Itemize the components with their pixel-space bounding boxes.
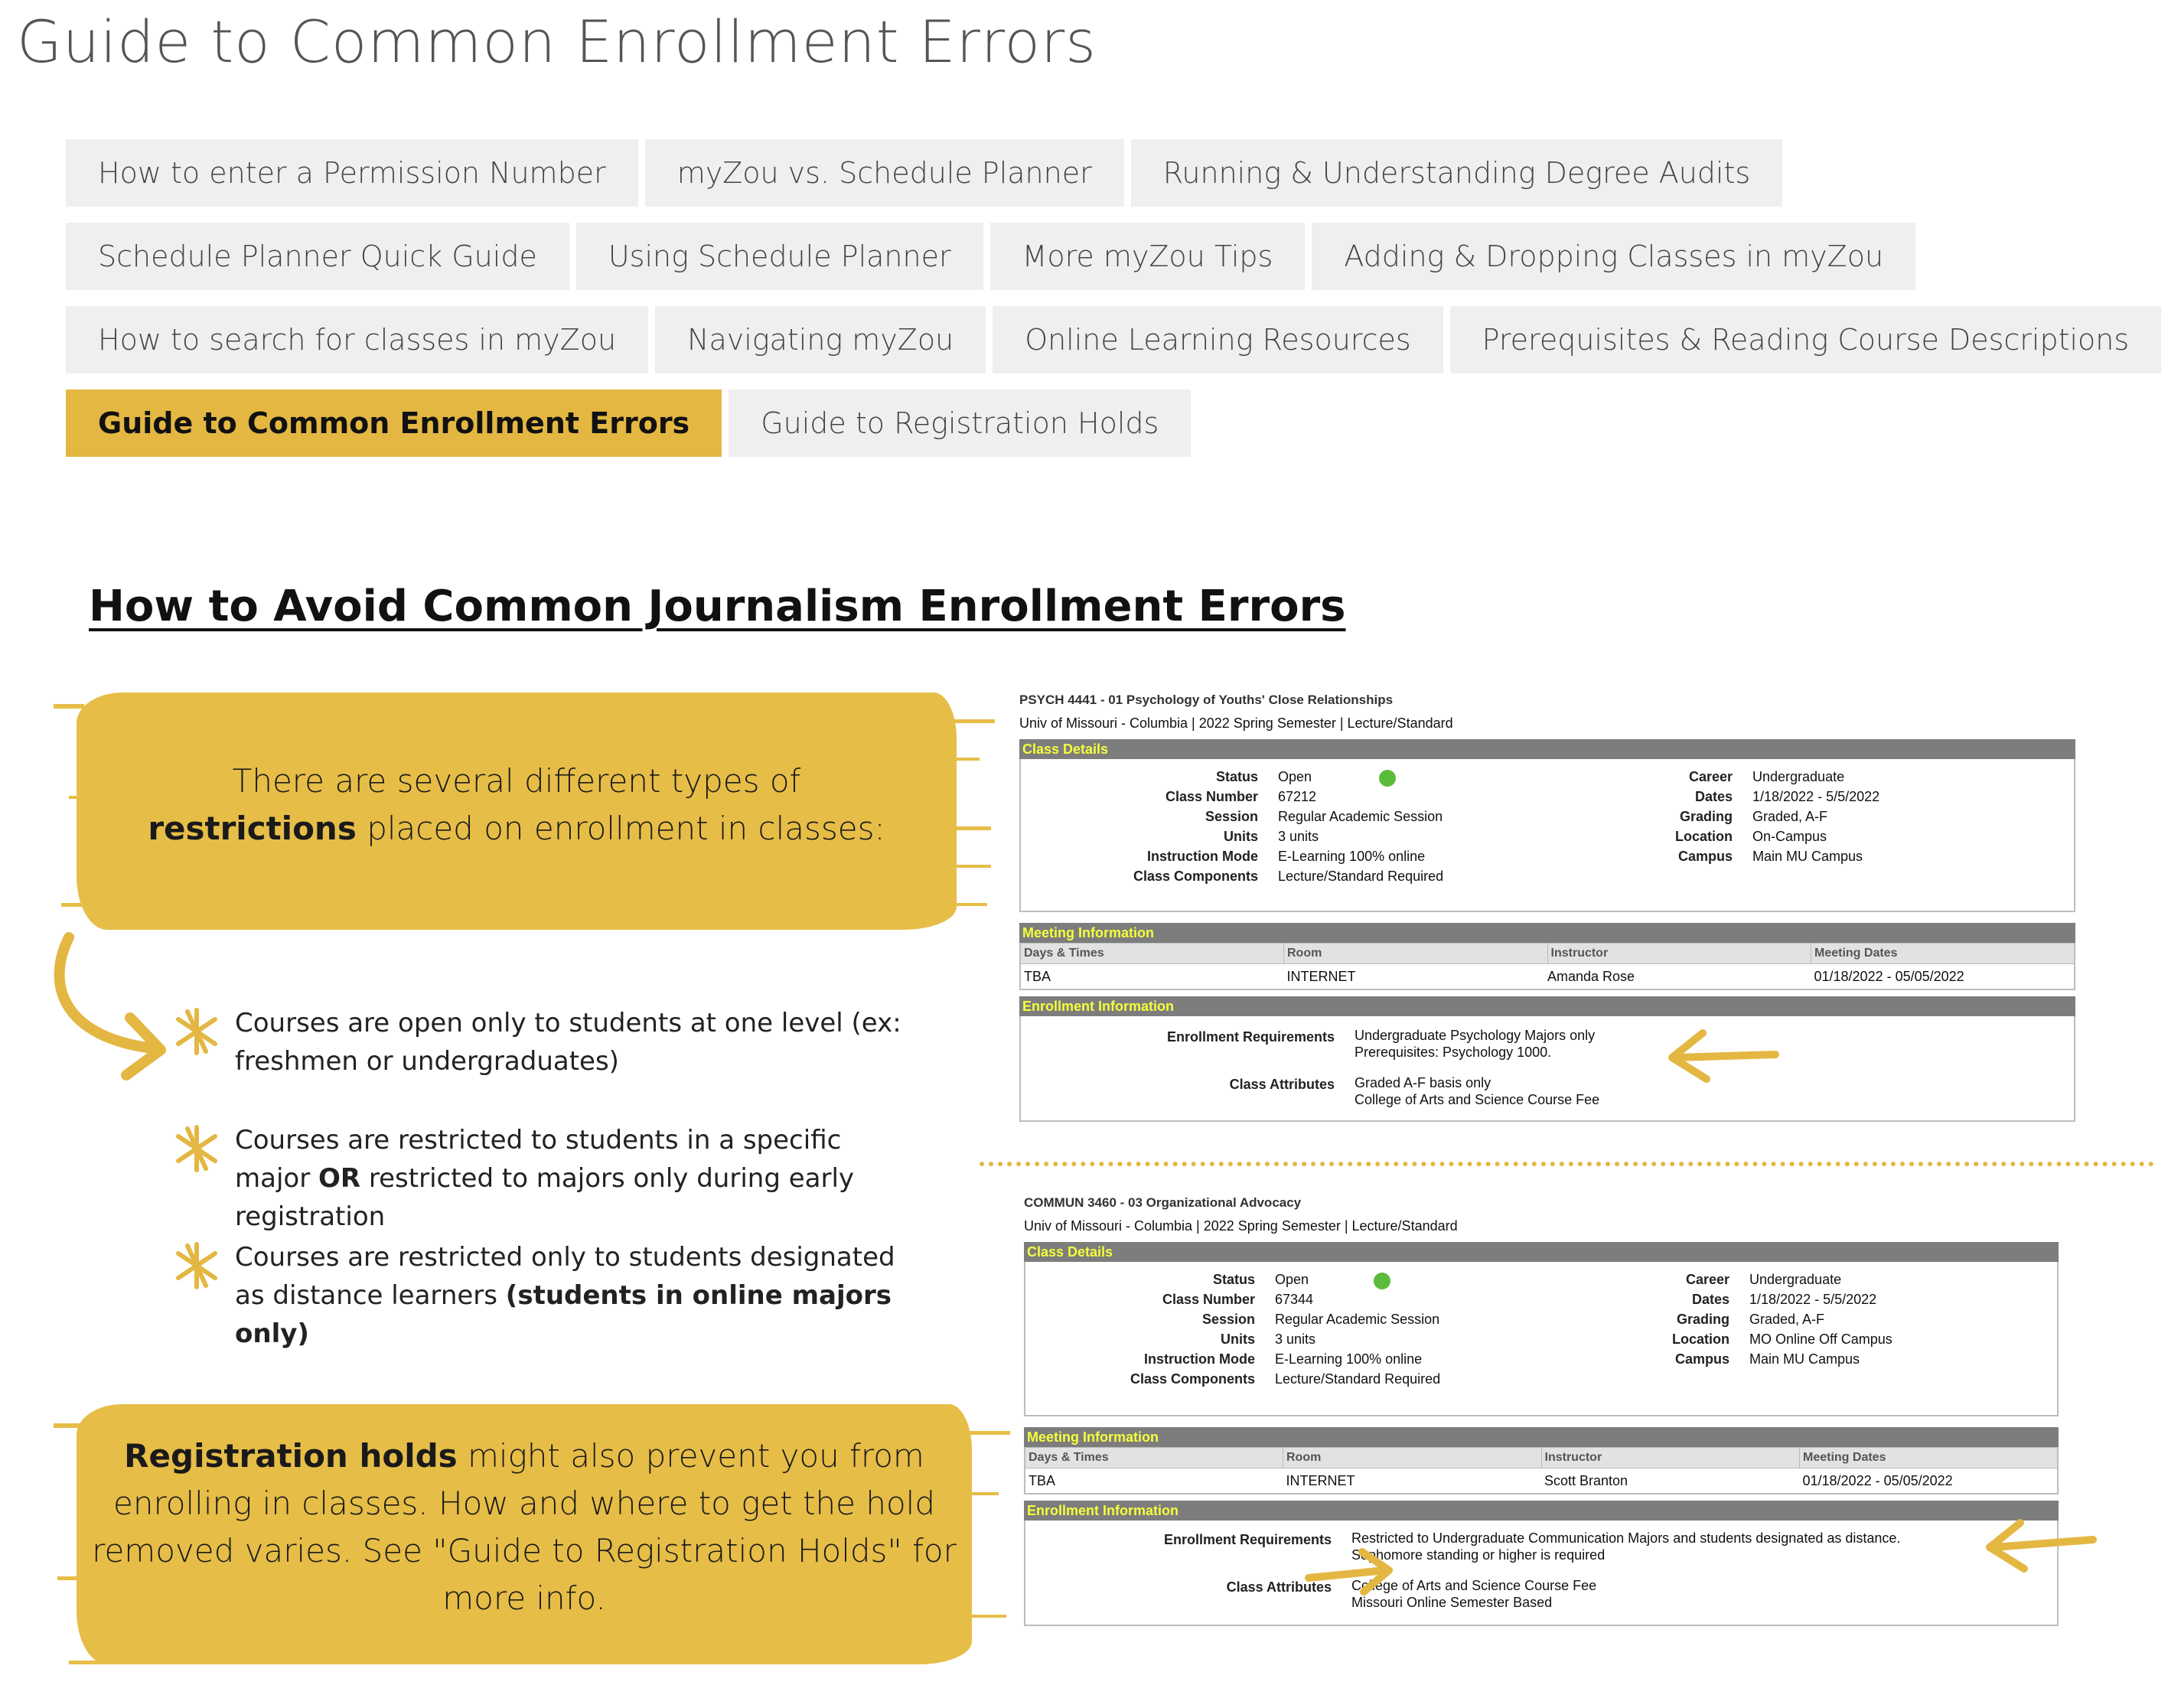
table-cell: TBA [1029, 1472, 1056, 1488]
tab-schedule-planner-quick-guide[interactable]: Schedule Planner Quick Guide [66, 223, 569, 290]
kv-label: Status [1212, 1272, 1255, 1287]
kv-label: Career [1688, 769, 1733, 784]
bullet-bold: OR [318, 1163, 361, 1194]
asterisk-icon [172, 1124, 221, 1173]
guide-tab-nav [66, 139, 2130, 473]
class-details-box [1019, 759, 2075, 912]
meeting-info-bar: Meeting Information [1019, 923, 2075, 943]
left-arrow-icon [1661, 1025, 1783, 1087]
column-header: Days & Times [1020, 944, 1284, 964]
table-header-row [1020, 944, 2075, 964]
column-header: Meeting Dates [1800, 1448, 2059, 1468]
right-arrow-icon [1301, 1546, 1400, 1599]
holds-text [92, 1433, 957, 1622]
kv-label: Units [1224, 829, 1258, 844]
course-title: PSYCH 4441 - 01 Psychology of Youths' Close Relationships [1019, 693, 1394, 707]
kv-label: Grading [1679, 809, 1733, 824]
dates-value: 1/18/2022 - 5/5/2022 [1749, 1292, 1877, 1307]
bullet-text-part: restricted to majors only during early registration [235, 1163, 855, 1232]
kv-label: Location [1675, 829, 1733, 844]
attribute-text: College of Arts and Science Course Fee [1355, 1092, 1600, 1107]
enrollment-info-bar: Enrollment Information [1019, 996, 2075, 1016]
tab-degree-audits[interactable]: Running & Understanding Degree Audits [1131, 139, 1782, 207]
kv-label: Dates [1694, 789, 1733, 804]
kv-label: Class Number [1165, 789, 1258, 804]
meeting-table [1024, 1447, 2059, 1494]
kv-label: Enrollment Requirements [1163, 1532, 1332, 1547]
intro-text [99, 758, 934, 852]
kv-label: Enrollment Requirements [1166, 1029, 1335, 1045]
class-details-bar: Class Details [1019, 739, 2075, 759]
curved-arrow-icon [46, 930, 176, 1083]
career-value: Undergraduate [1752, 769, 1845, 784]
asterisk-icon [172, 1007, 221, 1056]
tab-online-learning-resources[interactable]: Online Learning Resources [993, 306, 1443, 373]
dotted-divider [980, 1162, 2154, 1166]
kv-label: Career [1685, 1272, 1729, 1287]
open-status-icon [1374, 1273, 1390, 1289]
kv-label: Class Attributes [1229, 1077, 1335, 1092]
course-screenshot [1024, 1195, 2059, 1626]
bullet-text: Courses are open only to students at one level (ex: freshmen or undergraduates) [235, 1008, 901, 1077]
course-title: COMMUN 3460 - 03 Organizational Advocacy [1024, 1195, 1302, 1210]
tab-search-classes[interactable]: How to search for classes in myZou [66, 306, 648, 373]
course-screenshot [1019, 693, 2075, 1122]
tab-row [66, 306, 2130, 373]
intro-line-2: placed on enrollment in classes: [367, 810, 885, 847]
campus-value: Main MU Campus [1749, 1351, 1860, 1367]
bullet-text [235, 1121, 907, 1236]
grading-value: Graded, A-F [1749, 1312, 1825, 1327]
kv-label: Location [1672, 1332, 1729, 1347]
open-status-icon [1379, 770, 1396, 787]
campus-value: Main MU Campus [1752, 849, 1863, 864]
table-cell: 01/18/2022 - 05/05/2022 [1814, 968, 1964, 984]
kv-label: Campus [1677, 849, 1733, 864]
dates-value: 1/18/2022 - 5/5/2022 [1752, 789, 1880, 804]
career-value: Undergraduate [1749, 1272, 1842, 1287]
course-subtitle: Univ of Missouri - Columbia | 2022 Spring Semester | Lecture/Standard [1024, 1218, 1458, 1234]
status-value: Open [1278, 769, 1312, 784]
bullet-item [172, 1121, 907, 1236]
instruction-mode-value: E-Learning 100% online [1278, 849, 1426, 864]
bullet-item [172, 1238, 907, 1353]
requirement-text: Restricted to Undergraduate Communication Majors and students designated as distance. [1351, 1530, 1901, 1546]
enrollment-info-bar: Enrollment Information [1024, 1501, 2059, 1521]
class-number-value: 67344 [1275, 1292, 1314, 1307]
table-cell: INTERNET [1286, 1472, 1355, 1488]
attribute-text: Missouri Online Semester Based [1351, 1595, 1553, 1610]
meeting-table [1019, 943, 2075, 990]
course-subtitle: Univ of Missouri - Columbia | 2022 Spring Semester | Lecture/Standard [1019, 715, 1453, 731]
units-value: 3 units [1278, 829, 1319, 844]
class-components-value: Lecture/Standard Required [1275, 1371, 1441, 1387]
enrollment-info-box [1019, 1016, 2075, 1122]
table-cell: TBA [1024, 968, 1051, 984]
units-value: 3 units [1275, 1332, 1316, 1347]
holds-text-part: more info. [442, 1579, 606, 1617]
tab-registration-holds[interactable]: Guide to Registration Holds [729, 390, 1191, 457]
kv-label: Instruction Mode [1147, 849, 1258, 864]
kv-label: Class Attributes [1226, 1579, 1332, 1595]
kv-label: Campus [1674, 1351, 1729, 1367]
column-header: Meeting Dates [1811, 944, 2075, 964]
table-row [1020, 964, 2075, 990]
tab-more-myzou-tips[interactable]: More myZou Tips [990, 223, 1306, 290]
kv-label: Session [1201, 1312, 1255, 1327]
instruction-mode-value: E-Learning 100% online [1275, 1351, 1423, 1367]
table-cell: Amanda Rose [1547, 968, 1635, 984]
intro-line-1: There are several different types of [232, 762, 801, 800]
holds-bold: Registration holds [124, 1437, 458, 1475]
class-details-bar: Class Details [1024, 1242, 2059, 1262]
kv-label: Units [1221, 1332, 1255, 1347]
tab-navigating-myzou[interactable]: Navigating myZou [655, 306, 986, 373]
requirement-text: Undergraduate Psychology Majors only [1355, 1028, 1596, 1043]
requirement-text: Sophomore standing or higher is required [1351, 1547, 1606, 1563]
class-details-box [1024, 1262, 2059, 1416]
asterisk-icon [172, 1241, 221, 1290]
bullet-text-part: Courses are restricted to students in a specific major [235, 1125, 842, 1194]
bullet-text [235, 1238, 907, 1353]
holds-text-part: might also prevent you from [468, 1437, 924, 1475]
tab-row [66, 223, 2055, 290]
kv-label: Class Number [1162, 1292, 1255, 1307]
kv-label: Grading [1676, 1312, 1729, 1327]
attribute-text: College of Arts and Science Course Fee [1351, 1578, 1597, 1593]
table-cell: Scott Branton [1544, 1472, 1628, 1488]
tab-using-schedule-planner[interactable]: Using Schedule Planner [576, 223, 983, 290]
column-header: Days & Times [1025, 1448, 1283, 1468]
meeting-info-bar: Meeting Information [1024, 1427, 2059, 1447]
grading-value: Graded, A-F [1752, 809, 1828, 824]
kv-label: Instruction Mode [1144, 1351, 1255, 1367]
status-value: Open [1275, 1272, 1309, 1287]
class-number-value: 67212 [1278, 789, 1317, 804]
kv-label: Dates [1691, 1292, 1729, 1307]
bullet-bold: (students in online majors only) [235, 1280, 892, 1349]
kv-label: Class Components [1133, 869, 1258, 884]
table-row [1025, 1468, 2058, 1494]
session-value: Regular Academic Session [1278, 809, 1443, 824]
table-cell: 01/18/2022 - 05/05/2022 [1802, 1472, 1953, 1488]
holds-text-part: enrolling in classes. How and where to get the hold [113, 1485, 935, 1522]
holds-text-part: removed varies. See "Guide to Registration Holds" for [92, 1532, 957, 1569]
tab-row [66, 390, 2055, 457]
column-header: Room [1284, 944, 1548, 964]
kv-label: Class Components [1130, 1371, 1255, 1387]
bullet-text-part: Courses are restricted only to students designated as distance learners [235, 1242, 895, 1311]
location-value: MO Online Off Campus [1749, 1332, 1892, 1347]
session-value: Regular Academic Session [1275, 1312, 1440, 1327]
tab-prerequisites[interactable]: Prerequisites & Reading Course Descriptions [1450, 306, 2162, 373]
page-title: Guide to Common Enrollment Errors [17, 8, 1097, 76]
table-header-row [1025, 1448, 2058, 1468]
tab-row [66, 139, 2055, 207]
column-header: Room [1283, 1448, 1542, 1468]
table-cell: INTERNET [1286, 968, 1356, 984]
bullet-item [172, 1004, 907, 1081]
tab-permission-number[interactable]: How to enter a Permission Number [66, 139, 638, 207]
location-value: On-Campus [1752, 829, 1827, 844]
column-header: Instructor [1541, 1448, 1800, 1468]
requirement-text: Prerequisites: Psychology 1000. [1355, 1045, 1552, 1060]
kv-label: Status [1215, 769, 1258, 784]
section-heading: How to Avoid Common Journalism Enrollment Errors [89, 582, 1346, 631]
tab-myzou-vs-schedule-planner[interactable]: myZou vs. Schedule Planner [645, 139, 1124, 207]
enrollment-info-box [1024, 1521, 2059, 1626]
class-components-value: Lecture/Standard Required [1278, 869, 1444, 884]
tab-adding-dropping-classes[interactable]: Adding & Dropping Classes in myZou [1312, 223, 1915, 290]
attribute-text: Graded A-F basis only [1355, 1075, 1491, 1090]
kv-label: Session [1205, 809, 1258, 824]
tab-common-enrollment-errors[interactable]: Guide to Common Enrollment Errors [66, 390, 722, 457]
intro-bold: restrictions [148, 810, 357, 847]
column-header: Instructor [1547, 944, 1811, 964]
left-arrow-icon [1978, 1515, 2101, 1576]
